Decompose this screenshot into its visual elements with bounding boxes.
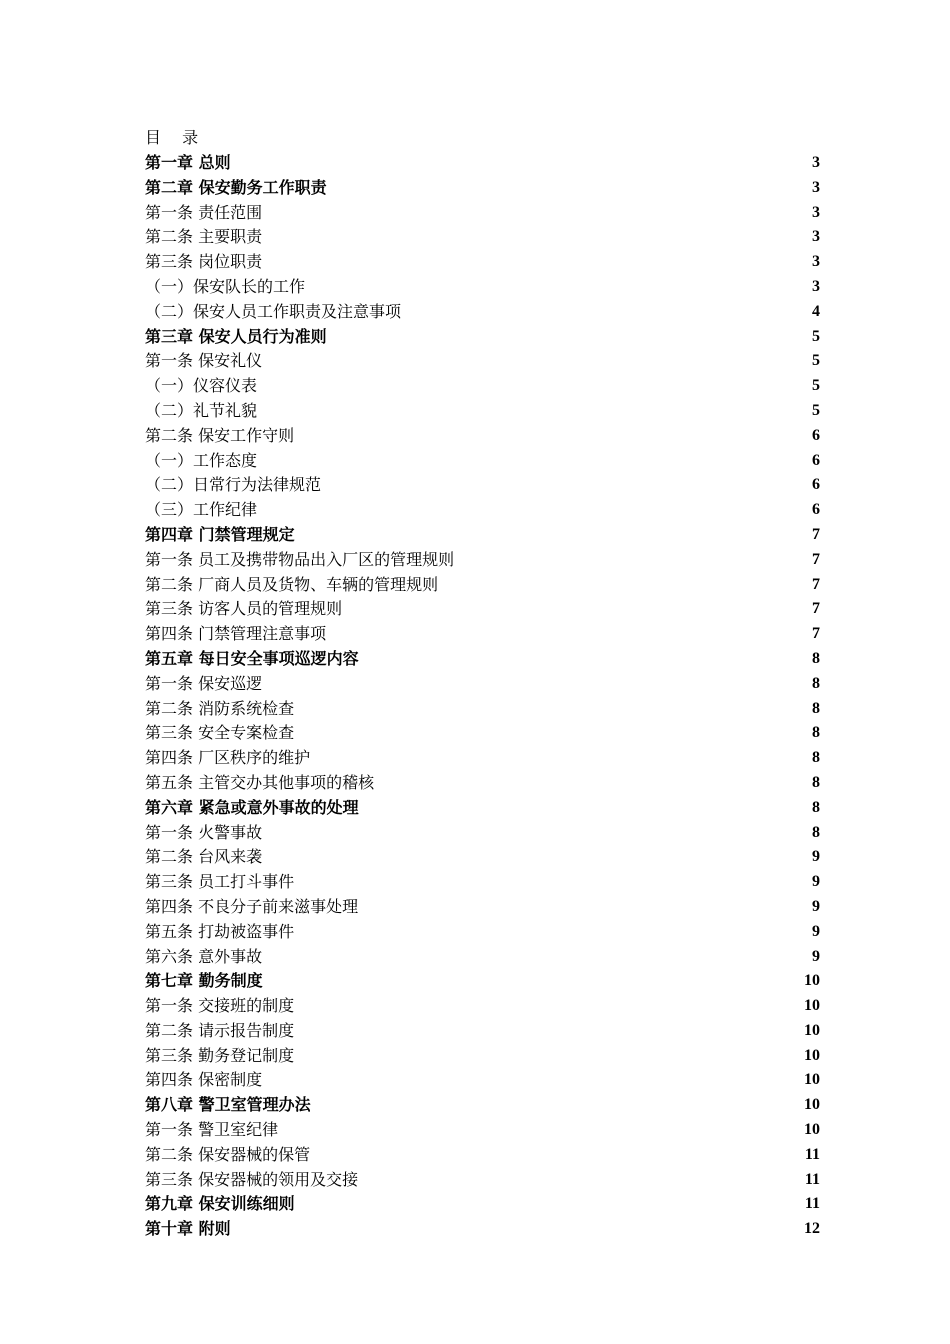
toc-title: 目 录 <box>145 128 207 147</box>
toc-entry[interactable] <box>145 201 820 226</box>
toc-entry-text: 第三条 安全专案检查 <box>145 723 295 743</box>
toc-page-number: 7 <box>812 625 820 643</box>
toc-entry-text: 第一条 火警事故 <box>145 822 263 842</box>
toc-entry[interactable] <box>145 498 820 523</box>
toc-entry-text: 第一条 警卫室纪律 <box>145 1120 279 1140</box>
toc-entry[interactable] <box>145 945 820 970</box>
toc-entry-text: 第三章 保安人员行为准则 <box>145 326 327 346</box>
toc-chapter-entry[interactable] <box>145 1192 820 1217</box>
toc-entry-text: 第二条 保安器械的保管 <box>145 1144 311 1164</box>
toc-page-number: 8 <box>812 773 820 791</box>
toc-entry-text: 第三条 勤务登记制度 <box>145 1045 295 1065</box>
toc-entry[interactable] <box>145 1044 820 1069</box>
toc-page-number: 3 <box>812 203 820 221</box>
toc-entry-text: 第五章 每日安全事项巡逻内容 <box>145 648 359 668</box>
toc-entry-text: （二）日常行为法律规范 <box>145 475 322 495</box>
toc-entry-text: 第一条 保安巡逻 <box>145 673 263 693</box>
toc-page-number: 3 <box>812 228 820 246</box>
toc-page-number: 8 <box>812 699 820 717</box>
toc-entry-text: 第四条 门禁管理注意事项 <box>145 624 327 644</box>
toc-page-number: 9 <box>812 873 820 891</box>
toc-page-number: 8 <box>812 674 820 692</box>
toc-entry[interactable] <box>145 821 820 846</box>
toc-page-number: 5 <box>812 352 820 370</box>
toc-entry-text: 第九章 保安训练细则 <box>145 1194 295 1214</box>
toc-entry-text: （一）保安队长的工作 <box>145 276 306 296</box>
toc-entry[interactable] <box>145 622 820 647</box>
toc-entry-text: 第四章 门禁管理规定 <box>145 524 295 544</box>
toc-page-number: 9 <box>812 947 820 965</box>
toc-entry[interactable] <box>145 697 820 722</box>
toc-entry-text: 第二条 请示报告制度 <box>145 1020 295 1040</box>
toc-entry[interactable] <box>145 374 820 399</box>
toc-page-number: 9 <box>812 922 820 940</box>
toc-page-number: 3 <box>812 178 820 196</box>
toc-page-number: 11 <box>804 1170 820 1188</box>
toc-page-number: 9 <box>812 897 820 915</box>
toc-page-number: 5 <box>812 401 820 419</box>
toc-entry[interactable] <box>145 399 820 424</box>
toc-entry-text: 第五条 主管交办其他事项的稽核 <box>145 772 375 792</box>
toc-entry[interactable] <box>145 424 820 449</box>
toc-page-number: 11 <box>804 1195 820 1213</box>
toc-entry[interactable] <box>145 895 820 920</box>
toc-entry[interactable] <box>145 473 820 498</box>
toc-entry[interactable] <box>145 1143 820 1168</box>
toc-page-number: 8 <box>812 724 820 742</box>
toc-page-number: 5 <box>812 377 820 395</box>
toc-entry[interactable] <box>145 449 820 474</box>
toc-page-number: 7 <box>812 550 820 568</box>
toc-entry-text: 第三条 访客人员的管理规则 <box>145 599 343 619</box>
toc-entry-text: 第二条 主要职责 <box>145 227 263 247</box>
toc-chapter-entry[interactable] <box>145 1217 820 1242</box>
toc-page-number: 6 <box>812 426 820 444</box>
toc-entry-text: 第一条 保安礼仪 <box>145 351 263 371</box>
toc-entry-text: 第三条 保安器械的领用及交接 <box>145 1169 359 1189</box>
toc-page-number: 6 <box>812 501 820 519</box>
toc-entry-text: 第二章 保安勤务工作职责 <box>145 177 327 197</box>
toc-entry[interactable] <box>145 1168 820 1193</box>
toc-page-number: 7 <box>812 525 820 543</box>
toc-entry[interactable] <box>145 1118 820 1143</box>
toc-page-number: 8 <box>812 749 820 767</box>
toc-page-number: 10 <box>804 1096 820 1114</box>
toc-entry[interactable] <box>145 300 820 325</box>
toc-page-number: 3 <box>812 154 820 171</box>
toc-entry-text: 第六条 意外事故 <box>145 946 263 966</box>
toc-chapter-entry[interactable] <box>145 176 820 201</box>
toc-entry-text: 第二条 厂商人员及货物、车辆的管理规则 <box>145 574 439 594</box>
toc-page-number: 3 <box>812 253 820 271</box>
toc-entry-text: 第二条 保安工作守则 <box>145 425 295 445</box>
toc-chapter-entry[interactable] <box>145 325 820 350</box>
toc-entry[interactable] <box>145 275 820 300</box>
toc-entry-text: 第四条 保密制度 <box>145 1070 263 1090</box>
toc-page-number: 6 <box>812 476 820 494</box>
toc-list <box>145 151 820 1242</box>
toc-page-number: 11 <box>804 1145 820 1163</box>
toc-entry[interactable] <box>145 597 820 622</box>
toc-page-number: 10 <box>804 1021 820 1039</box>
toc-page-number: 10 <box>804 1046 820 1064</box>
toc-entry-text: 第六章 紧急或意外事故的处理 <box>145 797 359 817</box>
toc-entry[interactable] <box>145 746 820 771</box>
toc-page-number: 9 <box>812 848 820 866</box>
toc-entry-text: 第八章 警卫室管理办法 <box>145 1095 311 1115</box>
toc-chapter-entry[interactable] <box>145 796 820 821</box>
toc-entry[interactable] <box>145 548 820 573</box>
toc-page-number: 10 <box>804 1121 820 1139</box>
toc-chapter-entry[interactable] <box>145 969 820 994</box>
toc-page-number: 8 <box>812 798 820 816</box>
toc-page-number: 8 <box>812 823 820 841</box>
toc-entry[interactable] <box>145 920 820 945</box>
toc-entry-text: 第一条 交接班的制度 <box>145 996 295 1016</box>
toc-entry-text: 第四条 不良分子前来滋事处理 <box>145 896 359 916</box>
toc-entry[interactable] <box>145 1019 820 1044</box>
toc-entry[interactable] <box>145 1068 820 1093</box>
toc-entry-text: 第七章 勤务制度 <box>145 971 263 991</box>
toc-entry-text: 第三条 员工打斗事件 <box>145 872 295 892</box>
toc-entry-text: 第十章 附则 <box>145 1219 231 1239</box>
toc-entry[interactable] <box>145 771 820 796</box>
toc-chapter-entry[interactable] <box>145 151 820 176</box>
toc-page-number: 10 <box>804 997 820 1015</box>
toc-entry-text: （二）礼节礼貌 <box>145 400 258 420</box>
toc-page-number: 3 <box>812 277 820 295</box>
toc-entry-text: 第一条 员工及携带物品出入厂区的管理规则 <box>145 549 455 569</box>
toc-entry[interactable] <box>145 225 820 250</box>
toc-entry[interactable] <box>145 672 820 697</box>
toc-page-number: 7 <box>812 600 820 618</box>
toc-page-number: 8 <box>812 649 820 667</box>
toc-page-number: 4 <box>812 302 820 320</box>
toc-entry-text: （二）保安人员工作职责及注意事项 <box>145 301 402 321</box>
toc-entry[interactable] <box>145 573 820 598</box>
toc-entry-text: 第二条 台风来袭 <box>145 847 263 867</box>
toc-entry-text: 第一条 责任范围 <box>145 202 263 222</box>
toc-page-number: 12 <box>804 1220 820 1238</box>
toc-entry-text: （一）工作态度 <box>145 450 258 470</box>
toc-chapter-entry[interactable] <box>145 523 820 548</box>
toc-entry[interactable] <box>145 845 820 870</box>
toc-chapter-entry[interactable] <box>145 647 820 672</box>
toc-entry-text: 第五条 打劫被盗事件 <box>145 921 295 941</box>
toc-page-number: 6 <box>812 451 820 469</box>
toc-page-number: 5 <box>812 327 820 345</box>
toc-page-number: 10 <box>804 1071 820 1089</box>
toc-entry-text: 第四条 厂区秩序的维护 <box>145 748 311 768</box>
toc-page-number: 7 <box>812 575 820 593</box>
toc-page-number: 10 <box>804 972 820 990</box>
toc-entry[interactable] <box>145 870 820 895</box>
toc-entry[interactable] <box>145 994 820 1019</box>
toc-entry-text: （三）工作纪律 <box>145 500 258 520</box>
toc-entry-text: （一）仪容仪表 <box>145 376 258 396</box>
toc-entry-text: 第二条 消防系统检查 <box>145 698 295 718</box>
toc-chapter-entry[interactable] <box>145 1093 820 1118</box>
toc-entry[interactable] <box>145 349 820 374</box>
toc-entry[interactable] <box>145 250 820 275</box>
toc-entry-text: 第三条 岗位职责 <box>145 252 263 272</box>
toc-entry-text: 第一章 总则 <box>145 153 231 172</box>
toc-entry[interactable] <box>145 721 820 746</box>
